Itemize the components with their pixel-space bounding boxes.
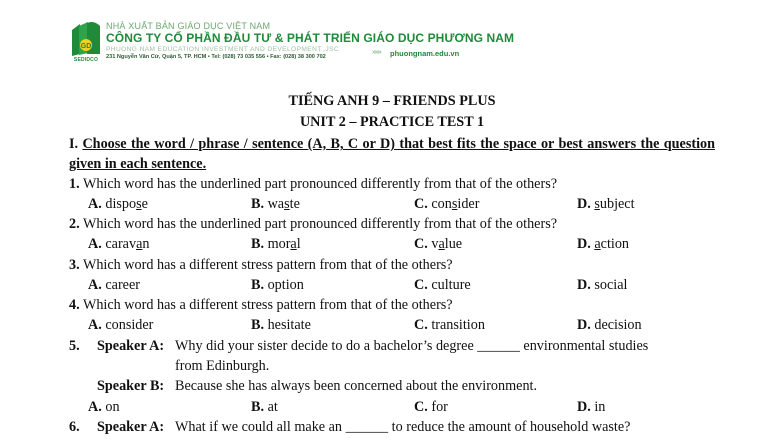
question-number: 2.	[69, 216, 80, 232]
question-text: Which word has the underlined part pronounced differently from that of the others?	[82, 176, 558, 192]
option-3c: C. culture	[414, 277, 471, 293]
company-name-english: PHUONG NAM EDUCATION INVESTMENT AND DEVELOPMENT.,JSC	[106, 46, 340, 53]
speaker-b-label: Speaker B:	[97, 378, 165, 394]
publisher-name: NHÀ XUẤT BẢN GIÁO DỤC VIỆT NAM	[106, 21, 271, 31]
option-2b: B. moral	[251, 236, 301, 252]
option-4c: C. transition	[414, 317, 485, 333]
option-4d: D. decision	[577, 317, 642, 333]
option-2d: D. action	[577, 236, 630, 252]
question-number: 4.	[69, 297, 80, 313]
question-number: 3.	[69, 257, 80, 273]
option-3b: B. option	[251, 277, 304, 293]
question-1	[69, 174, 557, 194]
option-2c: C. value	[414, 236, 463, 252]
option-1c: C. consider	[414, 196, 480, 212]
section-number: I.	[69, 136, 83, 152]
document-subtitle: UNIT 2 – PRACTICE TEST 1	[299, 114, 485, 130]
option-3d: D. social	[577, 277, 628, 293]
option-5d: D. in	[577, 399, 606, 415]
section-instruction	[69, 134, 715, 174]
option-5a: A. on	[88, 399, 120, 415]
question-text: Which word has the underlined part pronounced differently from that of the others?	[82, 216, 558, 232]
website-link[interactable]: phuongnam.edu.vn	[390, 49, 460, 58]
option-4a: A. consider	[88, 317, 154, 333]
document-title: TIẾNG ANH 9 – FRIENDS PLUS	[288, 93, 496, 109]
speaker-a-text: What if we could all make an ______ to reduce the amount of household waste?	[175, 419, 631, 435]
question-text: Which word has a different stress pattern from that of the others?	[82, 297, 453, 313]
company-name: CÔNG TY CỔ PHẦN ĐẦU TƯ & PHÁT TRIỂN GIÁO DỤC PHƯƠNG NAM	[106, 31, 515, 45]
option-2a: A. caravan	[88, 236, 150, 252]
question-number: 1.	[69, 176, 80, 192]
arrows-icon: »»»	[372, 49, 381, 56]
option-5b: B. at	[251, 399, 278, 415]
option-4b: B. hesitate	[251, 317, 311, 333]
option-5c: C. for	[414, 399, 448, 415]
option-1d: D. subject	[577, 196, 635, 212]
company-address: 231 Nguyễn Văn Cừ, Quận 5, TP. HCM • Tel: (028) 73 035 556 • Fax: (028) 38 300 702	[106, 54, 326, 60]
speaker-a-label: Speaker A:	[97, 419, 165, 435]
speaker-a-text-continued: from Edinburgh.	[175, 358, 270, 374]
publisher-header	[70, 20, 730, 68]
speaker-a-label: Speaker A:	[97, 338, 165, 354]
option-1a: A. dispose	[88, 196, 148, 212]
speaker-a-text: Why did your sister decide to do a bachelor’s degree ______ environmental studies	[175, 338, 649, 354]
instruction-text: Choose the word / phrase / sentence (A, B, C or D) that best fits the space or best answers the question given in each sentence.	[69, 136, 715, 172]
question-text: Which word has a different stress pattern from that of the others?	[82, 257, 453, 273]
question-3	[69, 255, 453, 275]
svg-text:GD: GD	[80, 43, 92, 50]
question-2	[69, 214, 557, 234]
option-3a: A. career	[88, 277, 140, 293]
question-5-number: 5.	[69, 338, 80, 354]
option-1b: B. waste	[251, 196, 300, 212]
logo-text: SEDIDCO	[73, 57, 99, 63]
question-6-number: 6.	[69, 419, 80, 435]
speaker-b-text: Because she has always been concerned about the environment.	[175, 378, 538, 394]
question-4	[69, 295, 453, 315]
